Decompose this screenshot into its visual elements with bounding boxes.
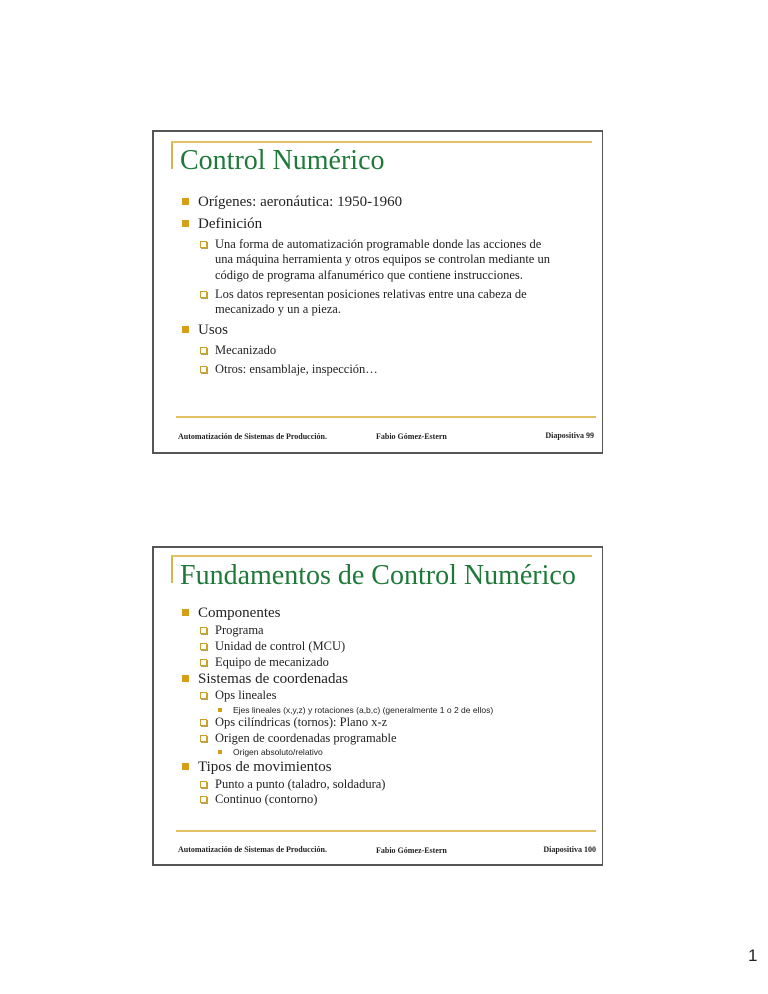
bullet-text: Equipo de mecanizado	[215, 655, 329, 669]
title-accent-line	[171, 555, 173, 583]
bullet-text: Sistemas de coordenadas	[198, 671, 348, 687]
sub-bullet	[215, 716, 387, 729]
sub-sub-bullet	[233, 748, 323, 757]
square-bullet-icon	[218, 708, 222, 712]
box-bullet-icon	[200, 719, 207, 726]
bullet-text: Origen de coordenadas programable	[215, 731, 397, 745]
footer-rule	[176, 830, 596, 832]
square-bullet-icon	[182, 198, 189, 205]
square-bullet-icon	[182, 675, 189, 682]
sub-bullet	[215, 238, 541, 251]
bullet-text: Unidad de control (MCU)	[215, 639, 346, 653]
sub-bullet	[215, 288, 527, 301]
sub-bullet	[215, 344, 276, 357]
box-bullet-icon	[200, 627, 207, 634]
footer-author: Fabio Gómez-Estern	[376, 432, 447, 441]
bullet	[198, 606, 281, 621]
sub-bullet	[215, 624, 264, 637]
bullet-text: Otros: ensamblaje, inspección…	[215, 362, 378, 376]
title-top-rule	[171, 555, 592, 557]
box-bullet-icon	[200, 291, 207, 298]
footer-author: Fabio Gómez-Estern	[376, 846, 447, 855]
bullet-text: Orígenes: aeronáutica: 1950-1960	[198, 194, 403, 210]
bullet-text: Ops lineales	[215, 688, 277, 702]
bullet-text: Continuo (contorno)	[215, 792, 318, 806]
bullet-text: Programa	[215, 623, 264, 637]
sub-bullet	[215, 640, 345, 653]
title-top-rule	[171, 141, 592, 143]
box-bullet-icon	[200, 781, 207, 788]
footer-course: Automatización de Sistemas de Producción.	[178, 432, 327, 441]
square-bullet-icon	[182, 763, 189, 770]
sub-bullet-cont: mecanizado y un a pieza.	[215, 302, 341, 316]
sub-bullet	[215, 689, 276, 702]
bullet	[198, 195, 402, 210]
sub-bullet	[215, 656, 329, 669]
slide-100	[152, 546, 603, 866]
bullet	[198, 323, 228, 338]
box-bullet-icon	[200, 692, 207, 699]
square-bullet-icon	[218, 750, 222, 754]
box-bullet-icon	[200, 735, 207, 742]
title-accent-line	[171, 141, 173, 169]
bullet-text: Componentes	[198, 605, 281, 621]
bullet-text: Una forma de automatización programable donde las acciones de	[215, 237, 542, 251]
footer-rule	[176, 416, 596, 418]
square-bullet-icon	[182, 609, 189, 616]
footer-course: Automatización de Sistemas de Producción.	[178, 845, 327, 854]
box-bullet-icon	[200, 643, 207, 650]
sub-bullet-cont: código de programa alfanumérico que contiene instrucciones.	[215, 268, 523, 282]
bullet-text: Los datos representan posiciones relativas entre una cabeza de	[215, 287, 527, 301]
box-bullet-icon	[200, 347, 207, 354]
sub-bullet	[215, 778, 385, 791]
bullet-text: Tipos de movimientos	[198, 759, 332, 775]
bullet-text: Origen absoluto/relativo	[233, 747, 323, 757]
box-bullet-icon	[200, 796, 207, 803]
bullet-text: Ejes lineales (x,y,z) y rotaciones (a,b,c) (generalmente 1 o 2 de ellos)	[233, 705, 494, 715]
sub-bullet	[215, 793, 317, 806]
bullet	[198, 672, 348, 687]
bullet	[198, 760, 332, 775]
box-bullet-icon	[200, 659, 207, 666]
slide-title: Fundamentos de Control Numérico	[180, 560, 576, 591]
page-number: 1	[748, 946, 758, 965]
bullet-text: Usos	[198, 322, 229, 338]
square-bullet-icon	[182, 220, 189, 227]
box-bullet-icon	[200, 366, 207, 373]
box-bullet-icon	[200, 241, 207, 248]
sub-bullet-cont: una máquina herramienta y otros equipos se controlan mediante un	[215, 252, 550, 266]
bullet-text: Mecanizado	[215, 343, 277, 357]
footer-slide-number: Diapositiva 99	[545, 431, 594, 440]
sub-bullet	[215, 732, 397, 745]
bullet-text: Ops cilíndricas (tornos): Plano x-z	[215, 715, 388, 729]
footer-slide-number: Diapositiva 100	[543, 845, 596, 854]
sub-bullet	[215, 363, 378, 376]
square-bullet-icon	[182, 326, 189, 333]
slide-99	[152, 130, 603, 454]
sub-sub-bullet	[233, 706, 493, 715]
bullet	[198, 217, 262, 232]
slide-title: Control Numérico	[180, 145, 385, 176]
bullet-text: Definición	[198, 216, 263, 232]
bullet-text: Punto a punto (taladro, soldadura)	[215, 777, 386, 791]
